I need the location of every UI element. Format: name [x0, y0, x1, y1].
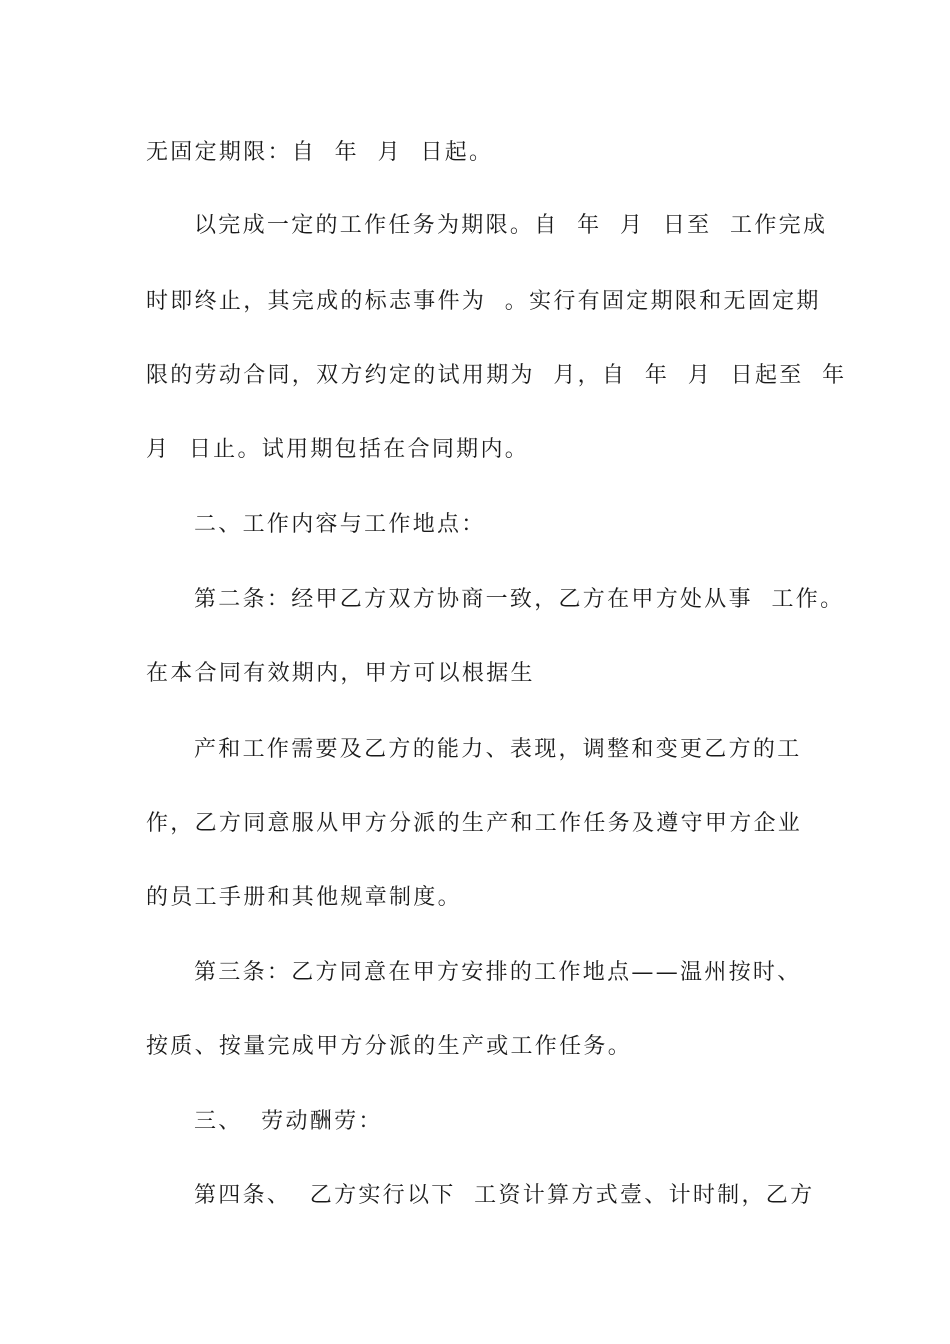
- text-line: 月 日止。试用期包括在合同期内。: [146, 437, 530, 462]
- section-heading: 二、工作内容与工作地点：: [194, 512, 486, 537]
- text-line: 第三条：乙方同意在甲方安排的工作地点——温州按时、: [194, 960, 802, 985]
- text-line: 以完成一定的工作任务为期限。自 年 月 日至 工作完成: [194, 213, 828, 238]
- text-line: 限的劳动合同，双方约定的试用期为 月，自 年 月 日起至 年: [146, 363, 847, 388]
- text-line: 的员工手册和其他规章制度。: [146, 885, 462, 910]
- text-line: 产和工作需要及乙方的能力、表现，调整和变更乙方的工: [194, 737, 802, 762]
- text-line: 第四条、 乙方实行以下 工资计算方式壹、计时制，乙方: [194, 1183, 815, 1208]
- text-line: 按质、按量完成甲方分派的生产或工作任务。: [146, 1034, 633, 1059]
- text-line: 在本合同有效期内，甲方可以根据生: [146, 661, 535, 686]
- text-line: 第二条：经甲乙方双方协商一致，乙方在甲方处从事 工作。: [194, 587, 845, 612]
- text-line: 时即终止，其完成的标志事件为 。实行有固定期限和无固定期: [146, 289, 821, 314]
- section-heading: 三、 劳动酬劳：: [194, 1109, 383, 1134]
- text-line: 无固定期限：自 年 月 日起。: [146, 140, 494, 165]
- text-line: 作，乙方同意服从甲方分派的生产和工作任务及遵守甲方企业: [146, 811, 803, 836]
